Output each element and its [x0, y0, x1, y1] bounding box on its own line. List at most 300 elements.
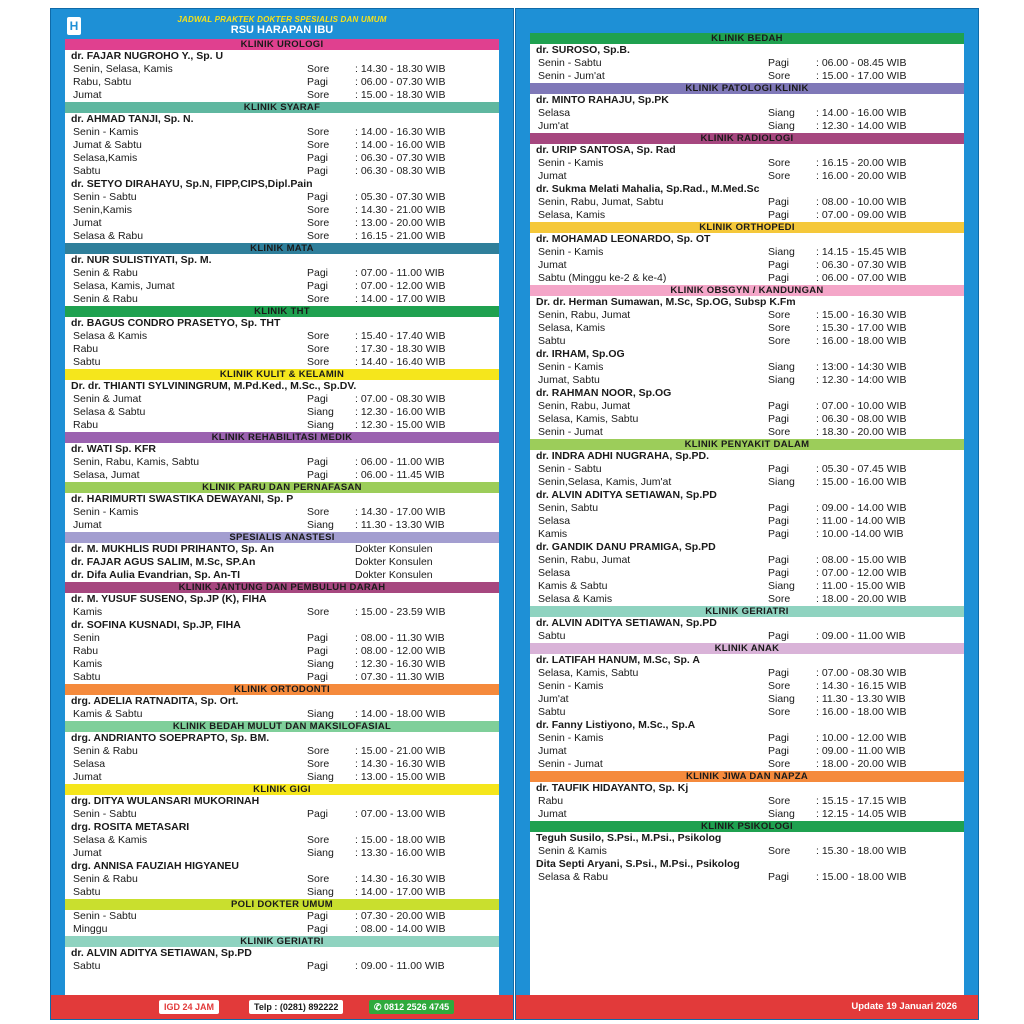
schedule-period: Siang — [307, 419, 334, 431]
schedule-hours: : 15.00 - 17.00 WIB — [816, 70, 907, 82]
schedule-row — [65, 330, 499, 343]
schedule-period: Sore — [307, 230, 330, 242]
schedule-day: Sabtu — [73, 356, 101, 368]
schedule-row — [530, 426, 964, 439]
schedule-row — [530, 170, 964, 183]
schedule-period: Siang — [768, 476, 795, 488]
schedule-row — [530, 554, 964, 567]
doctor-name — [530, 719, 964, 732]
schedule-hours: : 06.00 - 07.00 WIB — [816, 272, 907, 284]
schedule-period: Sore — [307, 356, 330, 368]
doctor-name-text: Dita Septi Aryani, S.Psi., M.Psi., Psikolog — [536, 858, 740, 870]
schedule-period: Sore — [768, 593, 791, 605]
schedule-hours: : 14.30 - 21.00 WIB — [355, 204, 446, 216]
schedule-period: Pagi — [307, 191, 329, 203]
schedule-period: Sore — [307, 89, 330, 101]
schedule-hours: : 17.30 - 18.30 WIB — [355, 343, 446, 355]
schedule-period: Siang — [768, 808, 795, 820]
schedule-day: Rabu — [73, 645, 99, 657]
schedule-row — [65, 89, 499, 102]
schedule-row — [65, 910, 499, 923]
doctor-name — [65, 543, 499, 556]
doctor-name — [65, 593, 499, 606]
schedule-row — [530, 209, 964, 222]
schedule-hours: : 15.00 - 18.00 WIB — [355, 834, 446, 846]
schedule-row — [530, 871, 964, 884]
schedule-day: Sabtu — [73, 960, 101, 972]
doctor-name-text: dr. SETYO DIRAHAYU, Sp.N, FIPP,CIPS,Dipl.Pain — [71, 178, 313, 190]
clinic-header: KLINIK JIWA DAN NAPZA — [530, 771, 964, 782]
schedule-period: Pagi — [768, 57, 790, 69]
hospital-logo-icon: H — [67, 17, 81, 35]
doctor-name-text: dr. SOFINA KUSNADI, Sp.JP, FIHA — [71, 619, 241, 631]
doctor-name — [65, 619, 499, 632]
schedule-period: Siang — [307, 771, 334, 783]
doctor-name-text: drg. ROSITA METASARI — [71, 821, 190, 833]
schedule-day: Sabtu — [73, 165, 101, 177]
schedule-hours: : 15.00 - 18.00 WIB — [816, 871, 907, 883]
schedule-period: Pagi — [307, 645, 329, 657]
schedule-row — [530, 413, 964, 426]
doctor-name-text: dr. ALVIN ADITYA SETIAWAN, Sp.PD — [71, 947, 252, 959]
schedule-period: Pagi — [768, 732, 790, 744]
whatsapp-icon: ✆ — [374, 1002, 385, 1012]
schedule-day: Selasa, Kamis — [538, 322, 606, 334]
schedule-row — [530, 680, 964, 693]
schedule-row — [65, 280, 499, 293]
schedule-day: Jumat — [538, 170, 567, 182]
schedule-hours: : 08.00 - 14.00 WIB — [355, 923, 446, 935]
schedule-day: Senin, Selasa, Kamis — [73, 63, 173, 75]
schedule-row — [530, 567, 964, 580]
schedule-day: Senin, Rabu, Jumat, Sabtu — [538, 196, 664, 208]
schedule-row — [65, 758, 499, 771]
schedule-period: Sore — [768, 426, 791, 438]
schedule-hours: : 18.30 - 20.00 WIB — [816, 426, 907, 438]
doctor-name — [65, 50, 499, 63]
schedule-hours: : 07.30 - 11.30 WIB — [355, 671, 445, 683]
schedule-day: Sabtu — [538, 630, 566, 642]
schedule-day: Kamis & Sabtu — [73, 708, 143, 720]
schedule-hours: : 14.00 - 16.30 WIB — [355, 126, 446, 138]
whatsapp-badge[interactable] — [369, 1000, 454, 1014]
schedule-hours: : 06.30 - 07.30 WIB — [816, 259, 907, 271]
schedule-period: Pagi — [768, 209, 790, 221]
schedule-row — [65, 165, 499, 178]
schedule-hours: : 16.00 - 18.00 WIB — [816, 335, 907, 347]
schedule-day: Jumat — [73, 217, 102, 229]
schedule-day: Senin & Jumat — [73, 393, 142, 405]
schedule-day: Senin, Rabu, Jumat — [538, 309, 631, 321]
schedule-row — [65, 293, 499, 306]
schedule-row — [65, 745, 499, 758]
schedule-row — [530, 630, 964, 643]
schedule-day: Senin, Rabu, Kamis, Sabtu — [73, 456, 200, 468]
clinic-header: KLINIK REHABILITASI MEDIK — [65, 432, 499, 443]
schedule-period: Sore — [768, 322, 791, 334]
schedule-period: Pagi — [768, 630, 790, 642]
schedule-day: Kamis — [73, 658, 103, 670]
schedule-hours: : 14.30 - 16.30 WIB — [355, 758, 446, 770]
schedule-hours: : 14.30 - 16.30 WIB — [355, 873, 446, 885]
doctor-name — [530, 387, 964, 400]
schedule-row — [65, 126, 499, 139]
schedule-hours: : 16.15 - 20.00 WIB — [816, 157, 907, 169]
schedule-hours: : 14.15 - 15.45 WIB — [816, 246, 907, 258]
schedule-period: Sore — [768, 309, 791, 321]
schedule-period: Sore — [307, 834, 330, 846]
schedule-period: Pagi — [768, 413, 790, 425]
schedule-period: Sore — [307, 330, 330, 342]
schedule-hours: : 13.30 - 16.00 WIB — [355, 847, 446, 859]
schedule-hours: : 15.30 - 17.00 WIB — [816, 322, 907, 334]
doctor-name-text: dr. WATI Sp. KFR — [71, 443, 156, 455]
schedule-period: Sore — [307, 139, 330, 151]
update-date: Update 19 Januari 2026 — [851, 1001, 957, 1012]
doctor-name — [65, 443, 499, 456]
schedule-day: Minggu — [73, 923, 108, 935]
schedule-hours: : 06.00 - 08.45 WIB — [816, 57, 907, 69]
schedule-period: Sore — [768, 795, 791, 807]
schedule-period: Sore — [307, 506, 330, 518]
schedule-day: Senin - Sabtu — [73, 910, 137, 922]
clinic-header: KLINIK THT — [65, 306, 499, 317]
schedule-row — [65, 469, 499, 482]
schedule-day: Jumat & Sabtu — [73, 139, 142, 151]
doctor-name-text: dr. RAHMAN NOOR, Sp.OG — [536, 387, 672, 399]
doctor-name — [530, 832, 964, 845]
schedule-hours: : 14.30 - 18.30 WIB — [355, 63, 446, 75]
schedule-day: Rabu, Sabtu — [73, 76, 132, 88]
schedule-hours: : 14.00 - 16.00 WIB — [355, 139, 446, 151]
schedule-period: Pagi — [768, 528, 790, 540]
schedule-row — [65, 506, 499, 519]
schedule-day: Senin & Rabu — [73, 745, 138, 757]
schedule-day: Selasa & Kamis — [73, 330, 148, 342]
schedule-row — [65, 834, 499, 847]
schedule-hours: : 05.30 - 07.45 WIB — [816, 463, 907, 475]
doctor-name-text: dr. FAJAR AGUS SALIM, M.Sc, SP.An — [71, 556, 256, 568]
schedule-period: Siang — [768, 361, 795, 373]
doctor-name — [65, 178, 499, 191]
schedule-period: Siang — [307, 519, 334, 531]
doctor-name — [530, 541, 964, 554]
clinic-header: KLINIK OBSGYN / KANDUNGAN — [530, 285, 964, 296]
schedule-row — [530, 808, 964, 821]
schedule-hours: : 15.00 - 16.00 WIB — [816, 476, 907, 488]
schedule-hours: : 08.00 - 11.30 WIB — [355, 632, 445, 644]
schedule-row — [65, 63, 499, 76]
schedule-day: Senin, Sabtu — [538, 502, 599, 514]
schedule-hours: : 06.00 - 11.00 WIB — [355, 456, 445, 468]
schedule-row — [530, 246, 964, 259]
schedule-hours: : 08.00 - 10.00 WIB — [816, 196, 907, 208]
schedule-row — [65, 230, 499, 243]
schedule-panel-left — [50, 8, 514, 1020]
schedule-panel-right — [515, 8, 979, 1020]
schedule-day: Senin - Jumat — [538, 758, 603, 770]
schedule-period: Sore — [307, 217, 330, 229]
schedule-day: Senin — [73, 632, 100, 644]
schedule-hours: : 06.30 - 08.30 WIB — [355, 165, 446, 177]
schedule-day: Sabtu — [73, 886, 101, 898]
doctor-name — [65, 860, 499, 873]
schedule-period: Siang — [307, 847, 334, 859]
schedule-row — [65, 267, 499, 280]
schedule-row — [65, 217, 499, 230]
schedule-period: Pagi — [768, 871, 790, 883]
schedule-day: Senin - Sabtu — [538, 57, 602, 69]
schedule-hours: : 14.30 - 17.00 WIB — [355, 506, 446, 518]
schedule-period: Pagi — [768, 463, 790, 475]
doctor-name-text: Teguh Susilo, S.Psi., M.Psi., Psikolog — [536, 832, 722, 844]
schedule-row — [530, 322, 964, 335]
schedule-period: Pagi — [768, 196, 790, 208]
schedule-day: Jumat — [73, 847, 102, 859]
phone-badge[interactable]: Telp : (0281) 892222 — [249, 1000, 343, 1014]
clinic-header: KLINIK ANAK — [530, 643, 964, 654]
doctor-name-text: dr. AHMAD TANJI, Sp. N. — [71, 113, 194, 125]
schedule-row — [530, 57, 964, 70]
schedule-hours: : 07.00 - 12.00 WIB — [355, 280, 446, 292]
schedule-row — [65, 708, 499, 721]
schedule-day: Kamis — [538, 528, 568, 540]
schedule-period: Sore — [307, 204, 330, 216]
schedule-day: Sabtu — [538, 706, 566, 718]
schedule-period: Pagi — [307, 267, 329, 279]
clinic-header: KLINIK SYARAF — [65, 102, 499, 113]
schedule-row — [65, 191, 499, 204]
schedule-hours: : 12.15 - 14.05 WIB — [816, 808, 907, 820]
clinic-header: KLINIK GERIATRI — [65, 936, 499, 947]
schedule-day: Jum'at — [538, 120, 569, 132]
schedule-hours: : 14.00 - 18.00 WIB — [355, 708, 446, 720]
doctor-name — [530, 782, 964, 795]
schedule-day: Selasa — [538, 515, 571, 527]
clinic-header: KLINIK BEDAH MULUT DAN MAKSILOFASIAL — [65, 721, 499, 732]
doctor-name-text: drg. DITYA WULANSARI MUKORINAH — [71, 795, 260, 807]
schedule-day: Selasa,Kamis — [73, 152, 138, 164]
schedule-row — [530, 335, 964, 348]
schedule-row — [530, 693, 964, 706]
schedule-day: Rabu — [538, 795, 564, 807]
doctor-name-text: dr. Fanny Listiyono, M.Sc., Sp.A — [536, 719, 696, 731]
schedule-day: Selasa, Kamis, Sabtu — [538, 667, 639, 679]
schedule-period: Sore — [307, 126, 330, 138]
schedule-day: Senin - Sabtu — [538, 463, 602, 475]
doctor-name — [530, 858, 964, 871]
schedule-row — [530, 107, 964, 120]
schedule-day: Senin,Selasa, Kamis, Jum'at — [538, 476, 672, 488]
schedule-hours: : 12.30 - 16.00 WIB — [355, 406, 446, 418]
clinic-header: KLINIK ORTODONTI — [65, 684, 499, 695]
schedule-period: Pagi — [768, 567, 790, 579]
schedule-day: Jumat — [538, 808, 567, 820]
schedule-day: Kamis — [73, 606, 103, 618]
schedule-day: Selasa & Rabu — [73, 230, 144, 242]
schedule-hours: : 15.40 - 17.40 WIB — [355, 330, 446, 342]
schedule-period: Pagi — [307, 152, 329, 164]
schedule-row — [530, 528, 964, 541]
schedule-day: Senin - Kamis — [538, 157, 604, 169]
schedule-day: Selasa, Jumat — [73, 469, 140, 481]
doctor-name — [530, 233, 964, 246]
clinic-header: KLINIK MATA — [65, 243, 499, 254]
schedule-hours: : 14.30 - 16.15 WIB — [816, 680, 907, 692]
schedule-hours: : 14.00 - 17.00 WIB — [355, 886, 446, 898]
schedule-period: Sore — [768, 157, 791, 169]
schedule-day: Senin & Rabu — [73, 873, 138, 885]
doctor-name-text: dr. BAGUS CONDRO PRASETYO, Sp. THT — [71, 317, 281, 329]
schedule-hours: : 06.30 - 08.00 WIB — [816, 413, 907, 425]
schedule-period: Pagi — [307, 671, 329, 683]
clinic-list-left — [65, 39, 499, 995]
schedule-hours: : 06.30 - 07.30 WIB — [355, 152, 446, 164]
schedule-day: Sabtu (Minggu ke-2 & ke-4) — [538, 272, 667, 284]
clinic-header: KLINIK PSIKOLOGI — [530, 821, 964, 832]
schedule-period: Sore — [768, 845, 791, 857]
schedule-row — [65, 606, 499, 619]
doctor-name-text: Dr. dr. THIANTI SYLVININGRUM, M.Pd.Ked., M.Sc., Sp.DV. — [71, 380, 357, 392]
schedule-day: Jumat — [73, 771, 102, 783]
doctor-name-text: dr. IRHAM, Sp.OG — [536, 348, 625, 360]
schedule-day: Selasa, Kamis, Sabtu — [538, 413, 639, 425]
doctor-name-text: dr. Sukma Melati Mahalia, Sp.Rad., M.Med.Sc — [536, 183, 760, 195]
doctor-name-text: dr. TAUFIK HIDAYANTO, Sp. Kj — [536, 782, 689, 794]
schedule-hours: : 08.00 - 15.00 WIB — [816, 554, 907, 566]
schedule-hours: : 15.00 - 16.30 WIB — [816, 309, 907, 321]
schedule-period: Siang — [307, 708, 334, 720]
schedule-row — [65, 456, 499, 469]
doctor-name — [65, 569, 499, 582]
schedule-hours: : 07.00 - 10.00 WIB — [816, 400, 907, 412]
doctor-name — [65, 695, 499, 708]
schedule-day: Selasa — [538, 567, 571, 579]
schedule-row — [65, 645, 499, 658]
schedule-day: Rabu — [73, 419, 99, 431]
doctor-name — [65, 556, 499, 569]
clinic-header: KLINIK GIGI — [65, 784, 499, 795]
schedule-hours: : 11.30 - 13.30 WIB — [355, 519, 445, 531]
schedule-day: Senin - Kamis — [538, 680, 604, 692]
schedule-hours: : 15.00 - 18.30 WIB — [355, 89, 446, 101]
schedule-row — [530, 196, 964, 209]
schedule-title: JADWAL PRAKTEK DOKTER SPESIALIS DAN UMUM — [177, 15, 387, 24]
schedule-hours: : 15.00 - 23.59 WIB — [355, 606, 446, 618]
schedule-row — [65, 771, 499, 784]
doctor-name — [530, 183, 964, 196]
doctor-name-text: dr. NUR SULISTIYATI, Sp. M. — [71, 254, 212, 266]
doctor-name — [65, 317, 499, 330]
clinic-header: KLINIK BEDAH — [530, 33, 964, 44]
schedule-day: Selasa & Rabu — [538, 871, 609, 883]
schedule-row — [530, 515, 964, 528]
schedule-period: Pagi — [307, 76, 329, 88]
schedule-period: Sore — [307, 343, 330, 355]
schedule-day: Senin - Jum'at — [538, 70, 605, 82]
schedule-row — [530, 463, 964, 476]
doctor-name — [65, 380, 499, 393]
doctor-name — [530, 348, 964, 361]
hospital-name: RSU HARAPAN IBU — [230, 24, 334, 36]
schedule-day: Senin, Rabu, Jumat — [538, 400, 631, 412]
doctor-name-text: dr. M. MUKHLIS RUDI PRIHANTO, Sp. An — [71, 543, 275, 555]
schedule-period: Pagi — [768, 554, 790, 566]
schedule-hours: : 13:00 - 14:30 WIB — [816, 361, 907, 373]
clinic-header: KLINIK RADIOLOGI — [530, 133, 964, 144]
schedule-row — [65, 808, 499, 821]
schedule-hours: : 15.15 - 17.15 WIB — [816, 795, 907, 807]
clinic-header: POLI DOKTER UMUM — [65, 899, 499, 910]
schedule-day: Jumat — [73, 519, 102, 531]
schedule-hours: : 06.00 - 07.30 WIB — [355, 76, 446, 88]
footer-left — [51, 995, 513, 1019]
schedule-hours: : 09.00 - 11.00 WIB — [355, 960, 445, 972]
schedule-day: Selasa — [538, 107, 571, 119]
schedule-row — [65, 406, 499, 419]
schedule-day: Jumat — [73, 89, 102, 101]
whatsapp-number: 0812 2526 4745 — [384, 1002, 450, 1012]
schedule-day: Senin - Jumat — [538, 426, 603, 438]
doctor-name-text: dr. MOHAMAD LEONARDO, Sp. OT — [536, 233, 711, 245]
schedule-hours: : 15.30 - 18.00 WIB — [816, 845, 907, 857]
schedule-hours: : 11.30 - 13.30 WIB — [816, 693, 906, 705]
schedule-row — [65, 671, 499, 684]
schedule-period: Pagi — [307, 280, 329, 292]
schedule-day: Senin - Kamis — [73, 506, 139, 518]
schedule-row — [65, 343, 499, 356]
schedule-hours: : 12.30 - 15.00 WIB — [355, 419, 446, 431]
schedule-hours: : 10.00 - 12.00 WIB — [816, 732, 907, 744]
schedule-row — [530, 400, 964, 413]
clinic-header: KLINIK PARU DAN PERNAFASAN — [65, 482, 499, 493]
schedule-hours: : 13.00 - 15.00 WIB — [355, 771, 446, 783]
doctor-name — [65, 732, 499, 745]
doctor-name — [65, 493, 499, 506]
footer-right — [516, 995, 978, 1019]
doctor-name-text: dr. ALVIN ADITYA SETIAWAN, Sp.PD — [536, 489, 717, 501]
schedule-day: Senin - Kamis — [538, 732, 604, 744]
doctor-name-text: dr. FAJAR NUGROHO Y., Sp. U — [71, 50, 224, 62]
clinic-list-right — [530, 33, 964, 995]
schedule-hours: : 14.40 - 16.40 WIB — [355, 356, 446, 368]
doctor-name-text: drg. ADELIA RATNADITA, Sp. Ort. — [71, 695, 239, 707]
schedule-hours: : 12.30 - 16.30 WIB — [355, 658, 446, 670]
clinic-header: KLINIK PENYAKIT DALAM — [530, 439, 964, 450]
doctor-name-text: dr. Difa Aulia Evandrian, Sp. An-TI — [71, 569, 240, 581]
schedule-row — [530, 732, 964, 745]
schedule-period: Sore — [307, 745, 330, 757]
schedule-day: Senin - Sabtu — [73, 808, 137, 820]
schedule-period: Pagi — [307, 923, 329, 935]
schedule-sheet-left — [65, 39, 499, 995]
schedule-hours: : 06.00 - 11.45 WIB — [355, 469, 445, 481]
schedule-period: Siang — [768, 120, 795, 132]
schedule-day: Senin - Kamis — [538, 361, 604, 373]
schedule-day: Jumat — [538, 259, 567, 271]
doctor-name-text: dr. MINTO RAHAJU, Sp.PK — [536, 94, 669, 106]
schedule-hours: : 07.00 - 08.30 WIB — [816, 667, 907, 679]
schedule-row — [65, 419, 499, 432]
schedule-period: Pagi — [307, 808, 329, 820]
doctor-name — [530, 94, 964, 107]
doctor-name-text: Dr. dr. Herman Sumawan, M.Sc, Sp.OG, Subsp K.Fm — [536, 296, 796, 308]
schedule-period: Pagi — [768, 400, 790, 412]
schedule-period: Pagi — [307, 393, 329, 405]
schedule-row — [530, 795, 964, 808]
schedule-period: Pagi — [307, 910, 329, 922]
doctor-name — [65, 113, 499, 126]
